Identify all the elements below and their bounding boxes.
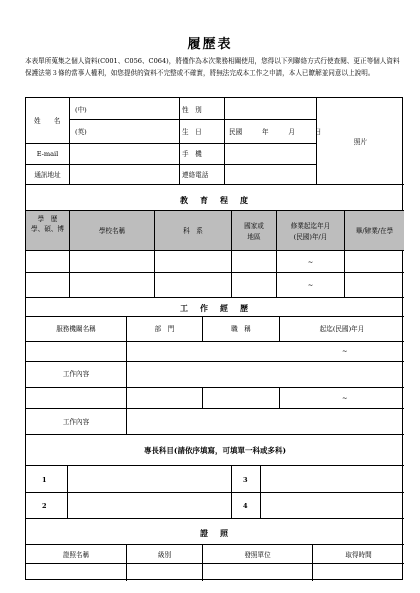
work-row1-tilde: ~ <box>342 347 348 355</box>
edu-col-country: 國家或 地區 <box>244 222 264 241</box>
license-col-name: 證照名稱 <box>62 551 90 559</box>
name-label: 姓 名 <box>34 117 61 125</box>
birth-field[interactable]: 民國 年 月 日 <box>229 128 322 136</box>
edu-col-school: 學校名稱 <box>98 227 126 235</box>
work-content-label-2: 工作內容 <box>62 418 90 426</box>
resume-form <box>25 97 403 580</box>
license-col-issuer: 發照單位 <box>244 551 271 559</box>
birth-label: 生 日 <box>182 128 202 136</box>
work-col-dept: 部 門 <box>154 325 175 333</box>
edu-col-period: 修業起迄年月 (民國)年/月 <box>290 222 331 241</box>
edu-row1-tilde: ~ <box>307 258 314 266</box>
work-row2-tilde: ~ <box>342 394 348 402</box>
license-col-date: 取得時間 <box>345 551 372 559</box>
page-title: 履歷表 <box>187 37 233 52</box>
work-heading: 工 作 經 歷 <box>180 303 250 313</box>
edu-col-degree: 學 歷 學、碩、博 <box>31 215 64 233</box>
specialty-number-1: 1 <box>42 476 47 484</box>
phone-label: 連絡電話 <box>182 171 209 179</box>
edu-col-dept: 科 系 <box>183 227 203 235</box>
work-col-title: 職 稱 <box>231 325 251 333</box>
edu-row2-tilde: ~ <box>307 281 314 289</box>
work-col-period: 起迄(民國)年月 <box>319 325 365 333</box>
english-name-field[interactable]: (英) <box>75 128 87 136</box>
mobile-label: 手 機 <box>182 150 202 158</box>
email-label: E-mail <box>36 150 59 158</box>
work-content-label-1: 工作內容 <box>62 370 90 378</box>
gender-label: 性 別 <box>182 106 202 114</box>
work-col-org: 服務機關名稱 <box>56 325 96 333</box>
chinese-name-field[interactable]: (中) <box>75 106 87 114</box>
photo-area[interactable]: 照片 <box>353 138 368 146</box>
specialty-number-4: 4 <box>243 502 248 510</box>
license-heading: 證 照 <box>200 528 230 538</box>
license-col-level: 級別 <box>157 551 172 559</box>
edu-col-status: 畢/肄業/在學 <box>355 227 394 235</box>
specialty-heading: 專長科目(請依序填寫，可填單一科或多科) <box>143 446 287 455</box>
education-heading: 教 育 程 度 <box>180 195 250 205</box>
intro-text: 本表單所蒐集之個人資料(C001、C056、C064)，將僅作為本次業務相關使用，您得以下列聯絡方式行使查閱、更正等個人資料保護法第３條的當事人權利，如您提供的資料不完整或不確實，將無法完成本工作之申請，本人已瞭解並同意以上說明。 <box>25 57 400 77</box>
address-label: 通訊地址 <box>34 171 61 179</box>
specialty-number-2: 2 <box>42 502 47 510</box>
specialty-number-3: 3 <box>243 476 248 484</box>
